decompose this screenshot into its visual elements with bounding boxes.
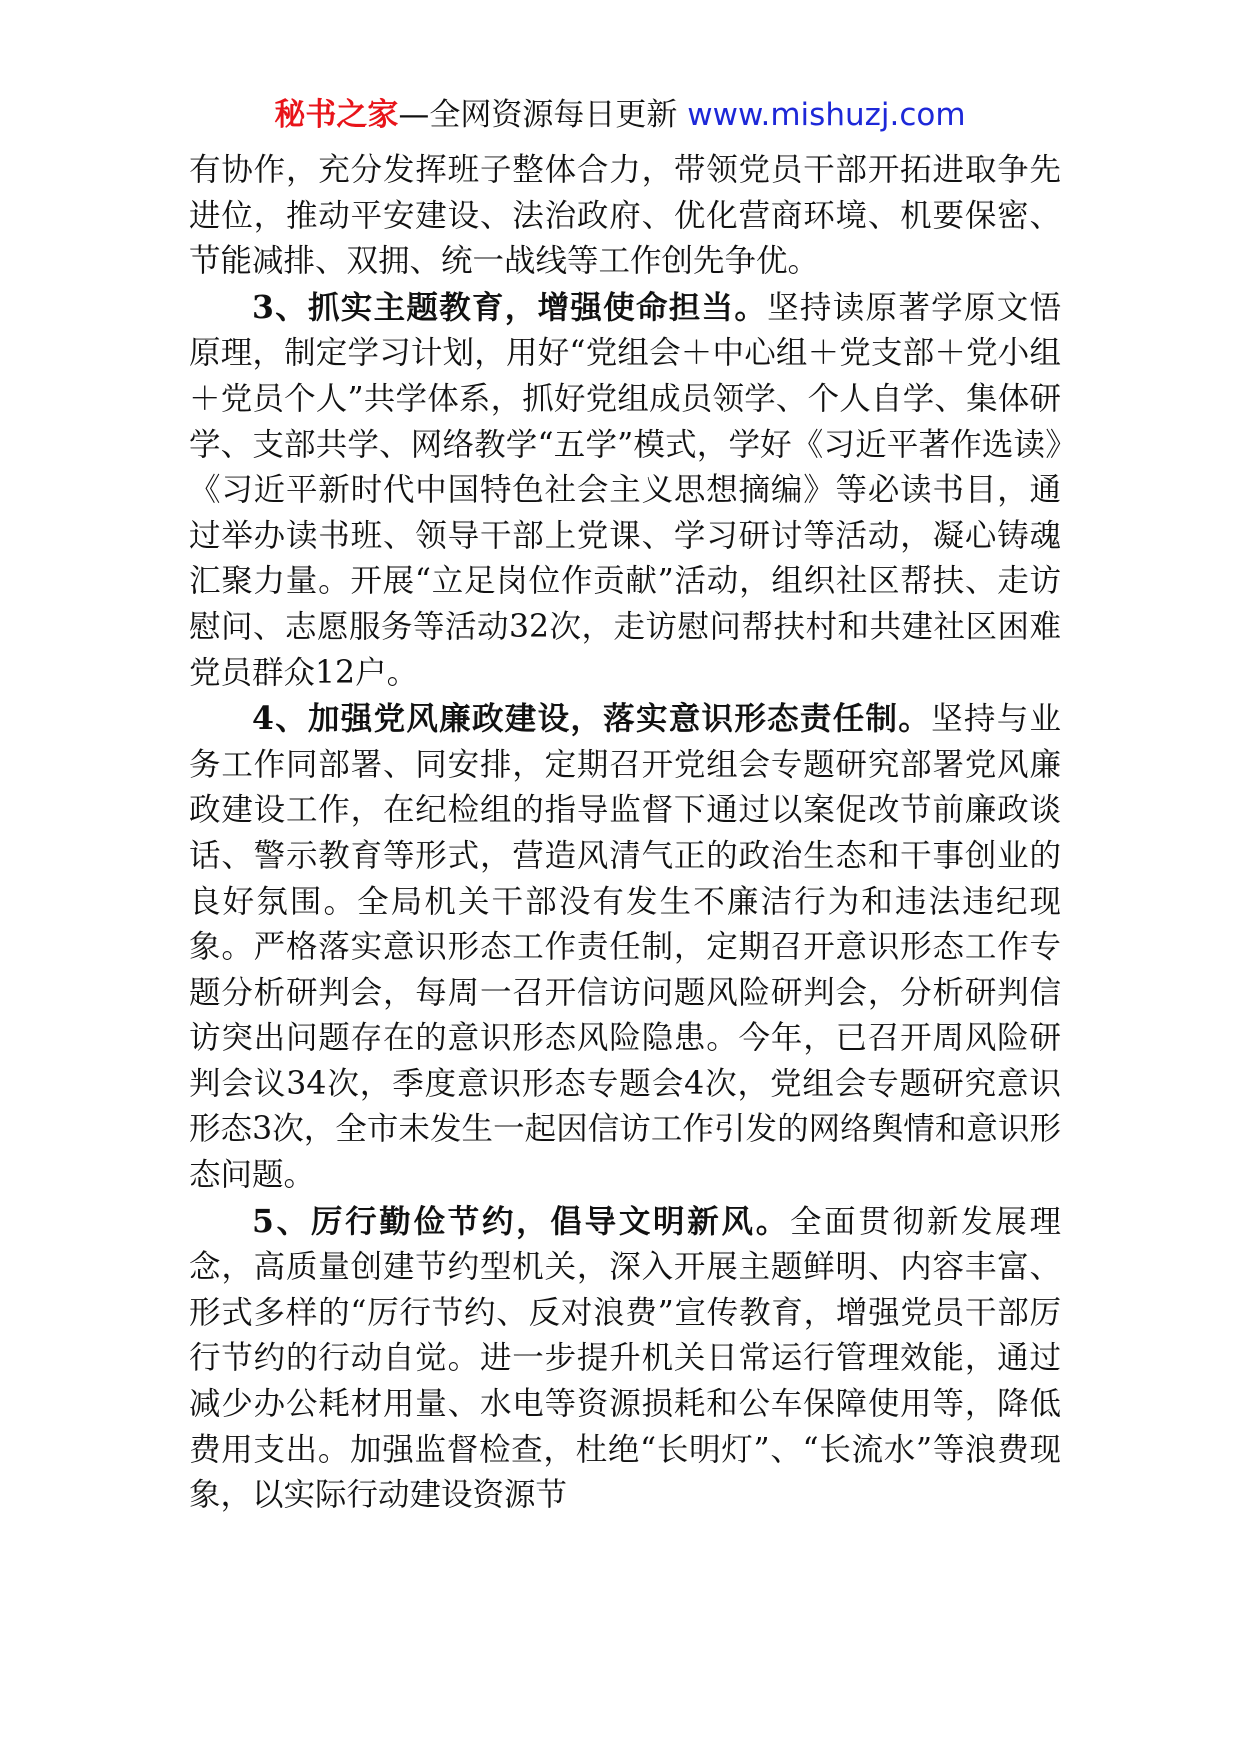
paragraph-text: 坚持读原著学原文悟原理，制定学习计划，用好“党组会＋中心组＋党支部＋党小组＋党员个人”共学体系，抓好党组成员领学、个人自学、集体研学、支部共学、网络教学“五学”模式，学好《习近平著作选读》《习近平新时代中国特色社会主义思想摘编》等必读书目，通过举办读书班、领导干部上党课、学习研讨等活动，凝心铸魂汇聚力量。开展“立足岗位作贡献”活动，组织社区帮扶、走访慰问、志愿服务等活动32次，走访慰问帮扶村和共建社区困难党员群众12户。 (189, 289, 1061, 691)
paragraph-section-5 (189, 1199, 1061, 1519)
document-body (189, 148, 1061, 1519)
header-tagline: —全网资源每日更新 (398, 97, 678, 133)
paragraph-text: 坚持与业务工作同部署、同安排，定期召开党组会专题研究部署党风廉政建设工作，在纪检组的指导监督下通过以案促改节前廉政谈话、警示教育等形式，营造风清气正的政治生态和干事创业的良好氛围。全局机关干部没有发生不廉洁行为和违法违纪现象。严格落实意识形态工作责任制，定期召开意识形态工作专题分析研判会，每周一召开信访问题风险研判会，分析研判信访突出问题存在的意识形态风险隐患。今年，已召开周风险研判会议34次，季度意识形态专题会4次，党组会专题研究意识形态3次，全市未发生一起因信访工作引发的网络舆情和意识形态问题。 (189, 701, 1061, 1194)
paragraph-text: 全面贯彻新发展理念，高质量创建节约型机关，深入开展主题鲜明、内容丰富、形式多样的“厉行节约、反对浪费”宣传教育，增强党员干部厉行节约的行动自觉。进一步提升机关日常运行管理效能，通过减少办公耗材用量、水电等资源损耗和公车保障使用等，降低费用支出。加强监督检查，杜绝“长明灯”、“长流水”等浪费现象，以实际行动建设资源节 (189, 1203, 1061, 1514)
website-link[interactable]: www.mishuzj.com (687, 97, 966, 133)
section-heading: 4、加强党风廉政建设，落实意识形态责任制。 (252, 700, 932, 738)
paragraph-continuation (189, 148, 1061, 285)
page-header (0, 95, 1240, 135)
section-heading: 3、抓实主题教育，增强使命担当。 (252, 288, 768, 326)
section-heading: 5、厉行勤俭节约，倡导文明新风。 (252, 1202, 790, 1240)
paragraph-section-3 (189, 285, 1061, 696)
paragraph-text: 有协作，充分发挥班子整体合力，带领党员干部开拓进取争先进位，推动平安建设、法治政府、优化营商环境、机要保密、节能减排、双拥、统一战线等工作创先争优。 (189, 152, 1061, 280)
brand-name: 秘书之家 (274, 97, 399, 133)
paragraph-section-4 (189, 696, 1061, 1199)
